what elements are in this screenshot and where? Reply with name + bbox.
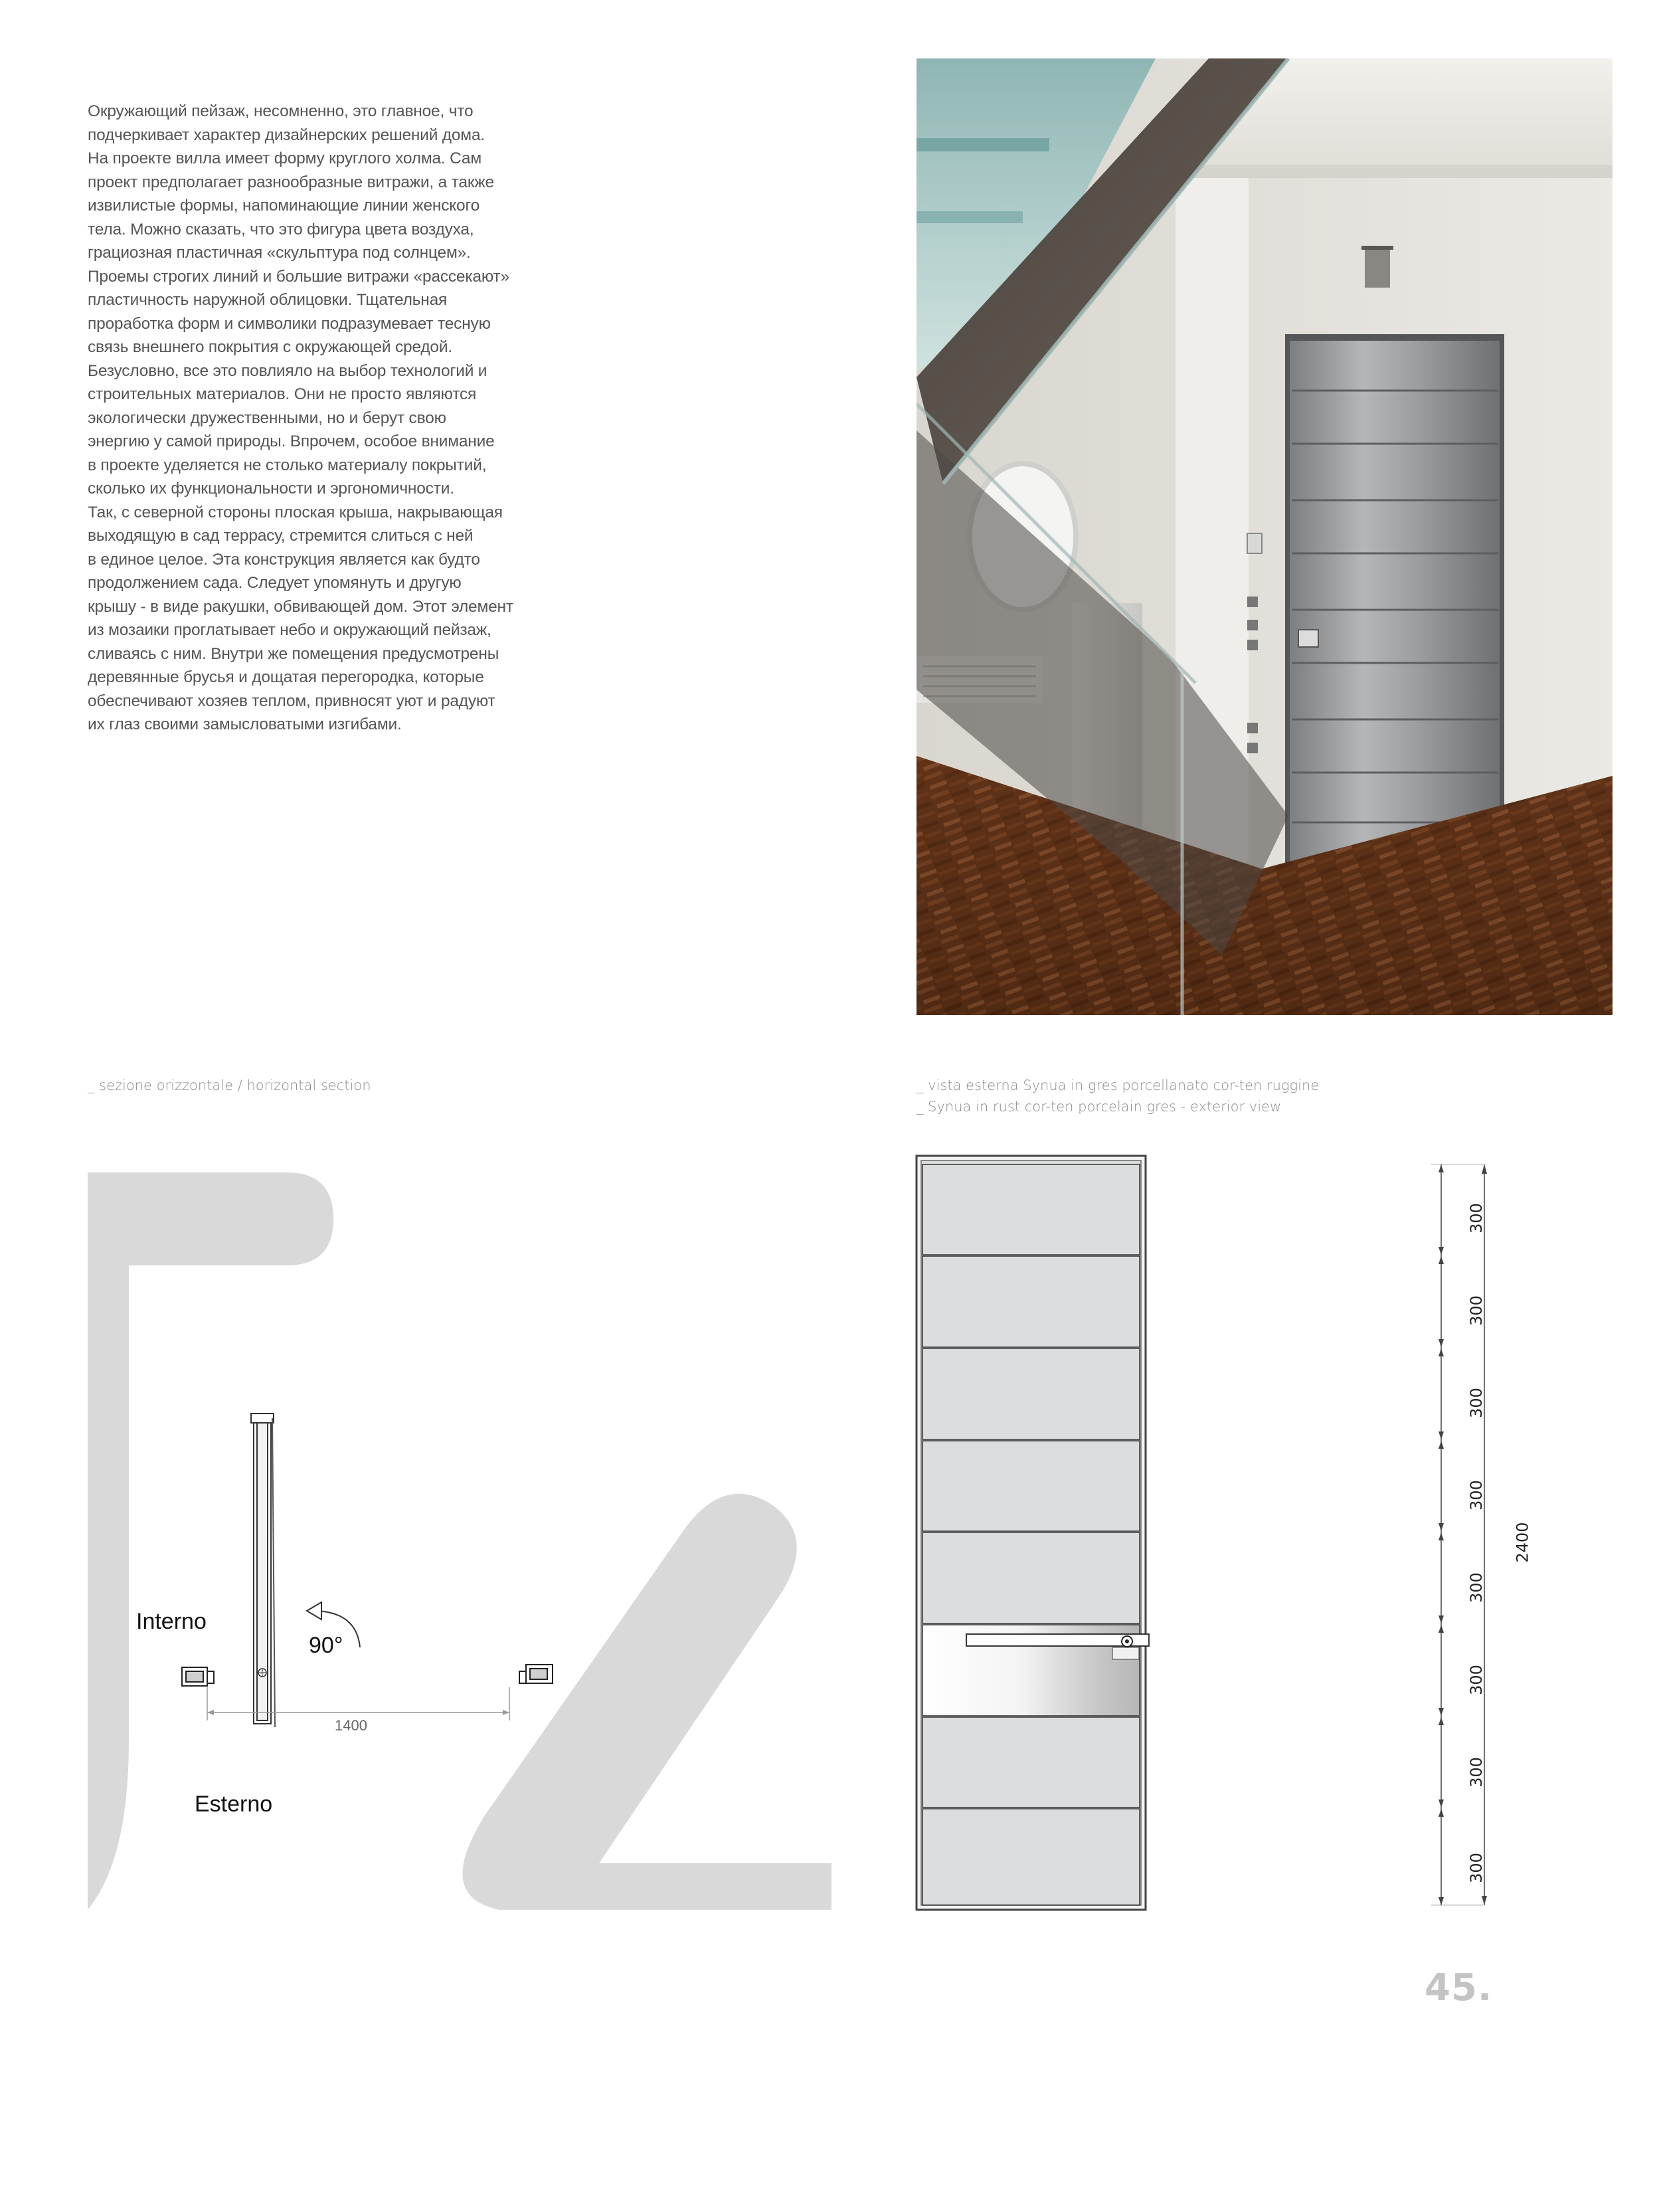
- dim-label-group: [1464, 1757, 1486, 1788]
- body-text-line: На проекте вилла имеет форму круглого холма. Сам: [88, 149, 481, 167]
- dimension-ticks: [1439, 1164, 1487, 1905]
- dim-label-group: [1464, 1203, 1486, 1234]
- dim-label-300: 300: [1466, 1388, 1486, 1418]
- page-number: 45.: [1425, 1966, 1493, 2009]
- body-text-line: извилистые формы, напоминающие линии женского: [88, 197, 480, 215]
- dim-label-300: 300: [1466, 1203, 1486, 1234]
- body-text-line: строительных материалов. Они не просто являются: [88, 385, 477, 403]
- panel-dimension-chain: [1431, 1164, 1484, 1905]
- door-panel: [922, 1532, 1140, 1623]
- gray-shape-right: [462, 1494, 831, 1910]
- body-text-line: выходящую в сад террасу, стремится слиться с ней: [88, 527, 474, 545]
- body-text-line: в проекте уделяется не столько материалу покрытий,: [88, 456, 487, 474]
- dim-label-group: [1464, 1295, 1486, 1326]
- body-text-line: их глаз своими замысловатыми изгибами.: [88, 715, 402, 733]
- door-panel: [922, 1809, 1140, 1905]
- door-panel: [922, 1348, 1140, 1439]
- body-text-line: продолжением сада. Следует упомянуть и другую: [88, 574, 462, 592]
- body-text-line: экологически дружественными, но и берут свою: [88, 409, 446, 427]
- body-text-line: крышу - в виде ракушки, обвивающей дом. Этот элемент: [88, 597, 513, 616]
- dim-label-group: [1464, 1480, 1486, 1511]
- body-text-line: деревянные брусья и дощатая перегородка, которые: [88, 668, 484, 686]
- door-leaf-section: [251, 1414, 275, 1727]
- frame-profile-left: [182, 1667, 214, 1686]
- body-text-line: сливаясь с ним. Внутри же помещения предусмотрены: [88, 644, 499, 663]
- dim-label-group: [1464, 1388, 1486, 1418]
- exterior-elevation-drawing: [913, 1152, 1551, 1926]
- body-text-line: тела. Можно сказать, что это фигура цвета воздуха,: [88, 220, 474, 238]
- dim-label-300: 300: [1466, 1853, 1486, 1883]
- body-text-line: из мозаики проглатывает небо и окружающий пейзаж,: [88, 621, 491, 639]
- label-1400: 1400: [335, 1717, 367, 1734]
- label-interno: Interno: [136, 1609, 207, 1634]
- body-text-line: связь внешнего покрытия с окружающей средой.: [88, 338, 452, 356]
- elevation-caption: [917, 1075, 1319, 1117]
- door-panel: [922, 1441, 1140, 1531]
- dim-label-total-group: [1508, 1522, 1534, 1563]
- door-panel: [922, 1256, 1140, 1347]
- door-panel: [922, 1717, 1140, 1807]
- body-text-line: сколько их функциональности и эргономичности.: [88, 480, 454, 498]
- frame-profile-right: [519, 1665, 553, 1683]
- label-esterno: Esterno: [195, 1792, 273, 1817]
- interior-photo: [917, 58, 1613, 1015]
- dim-label-2400: 2400: [1513, 1522, 1532, 1563]
- body-text: [88, 100, 546, 737]
- dim-label-group: [1464, 1665, 1486, 1695]
- body-text-line: проект предполагает разнообразные витражи, а также: [88, 173, 494, 191]
- dim-label-group: [1464, 1572, 1486, 1603]
- elevation-caption-line-2: _ Synua in rust cor-ten porcelain gres - exterior view: [917, 1099, 1282, 1115]
- label-90-degrees: 90°: [309, 1633, 343, 1658]
- body-text-line: Так, с северной стороны плоская крыша, накрывающая: [88, 503, 503, 521]
- door-panel: [922, 1164, 1140, 1255]
- dim-label-group: [1464, 1853, 1486, 1883]
- dim-label-300: 300: [1466, 1480, 1486, 1511]
- body-text-line: энергию у самой природы. Впрочем, особое внимание: [88, 432, 495, 450]
- width-dimension-line: [207, 1687, 509, 1720]
- body-text-line: грациозная пластичная «скульптура под солнцем».: [88, 244, 471, 262]
- body-text-line: обеспечивают хозяев теплом, привносят уют и радуют: [88, 691, 495, 710]
- body-text-line: Проемы строгих линий и большие витражи «рассекают»: [88, 267, 509, 286]
- body-text-line: проработка форм и символики подразумевает тесную: [88, 314, 491, 333]
- section-caption: _ sezione orizzontale / horizontal section: [88, 1077, 371, 1093]
- dim-label-300: 300: [1466, 1757, 1486, 1788]
- body-text-line: в единое целое. Эта конструкция является как будто: [88, 550, 480, 569]
- body-text-line: Окружающий пейзаж, несомненно, это главное, что: [88, 102, 474, 120]
- dim-label-300: 300: [1466, 1295, 1486, 1326]
- body-text-line: подчеркивает характер дизайнерских решений дома.: [88, 126, 485, 144]
- elevation-caption-line-1: _ vista esterna Synua in gres porcellanato cor-ten ruggine: [917, 1077, 1320, 1093]
- dim-label-300: 300: [1466, 1572, 1486, 1603]
- door-panels: [922, 1164, 1140, 1905]
- dim-label-300: 300: [1466, 1665, 1486, 1695]
- body-text-line: пластичность наружной облицовки. Тщательная: [88, 291, 448, 309]
- body-text-line: Безусловно, все это повлияло на выбор технологий и: [88, 361, 487, 380]
